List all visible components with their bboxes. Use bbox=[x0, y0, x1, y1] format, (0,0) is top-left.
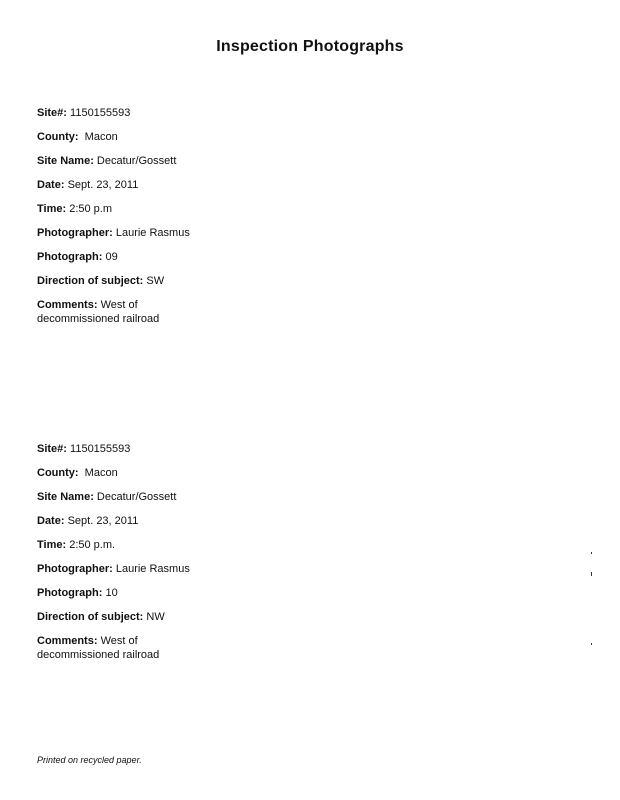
county-value: Macon bbox=[84, 467, 118, 479]
photographer-label: Photographer: bbox=[37, 563, 113, 575]
time-label: Time: bbox=[37, 203, 67, 215]
time-value: 2:50 p.m. bbox=[69, 539, 116, 551]
site-number-field bbox=[37, 106, 267, 130]
site-name-label: Site Name: bbox=[37, 491, 94, 503]
site-number-label: Site#: bbox=[37, 443, 67, 455]
time-value: 2:50 p.m bbox=[69, 203, 113, 215]
photograph-number-field bbox=[37, 250, 267, 274]
photograph-number-value: 09 bbox=[105, 251, 118, 263]
site-name-value: Decatur/Gossett bbox=[96, 491, 177, 503]
comments-label: Comments: bbox=[37, 635, 98, 647]
county-label: County: bbox=[37, 467, 79, 479]
photo-record bbox=[37, 106, 267, 326]
comments-field bbox=[37, 298, 187, 326]
site-number-value: 1150155593 bbox=[70, 107, 131, 119]
photographer-field bbox=[37, 226, 267, 250]
footer-note: Printed on recycled paper. bbox=[37, 755, 142, 765]
direction-field bbox=[37, 274, 267, 298]
time-field bbox=[37, 202, 267, 226]
site-number-value: 1150155593 bbox=[70, 443, 131, 455]
photograph-number-label: Photograph: bbox=[37, 587, 103, 599]
photograph-number-field bbox=[37, 586, 267, 610]
comments-value: West of decommissioned railroad bbox=[37, 299, 160, 325]
date-label: Date: bbox=[37, 515, 65, 527]
comments-field bbox=[37, 634, 187, 662]
direction-label: Direction of subject: bbox=[37, 611, 144, 623]
site-name-field bbox=[37, 154, 267, 178]
photo-record bbox=[37, 442, 267, 662]
site-name-field bbox=[37, 490, 267, 514]
county-label: County: bbox=[37, 131, 79, 143]
county-field bbox=[37, 466, 267, 490]
page-title: Inspection Photographs bbox=[216, 38, 404, 55]
direction-value: SW bbox=[146, 275, 165, 287]
photograph-number-value: 10 bbox=[105, 587, 118, 599]
comments-label: Comments: bbox=[37, 299, 98, 311]
site-name-value: Decatur/Gossett bbox=[96, 155, 177, 167]
photograph-number-label: Photograph: bbox=[37, 251, 103, 263]
photographer-value: Laurie Rasmus bbox=[115, 563, 190, 575]
site-number-label: Site#: bbox=[37, 107, 67, 119]
scan-speck bbox=[591, 572, 592, 576]
photographer-label: Photographer: bbox=[37, 227, 113, 239]
date-field bbox=[37, 514, 267, 538]
photographer-field bbox=[37, 562, 267, 586]
county-value: Macon bbox=[84, 131, 118, 143]
date-label: Date: bbox=[37, 179, 65, 191]
direction-value: NW bbox=[146, 611, 165, 623]
date-value: Sept. 23, 2011 bbox=[67, 179, 139, 191]
date-value: Sept. 23, 2011 bbox=[67, 515, 139, 527]
site-number-field bbox=[37, 442, 267, 466]
time-field bbox=[37, 538, 267, 562]
site-name-label: Site Name: bbox=[37, 155, 94, 167]
county-field bbox=[37, 130, 267, 154]
time-label: Time: bbox=[37, 539, 67, 551]
direction-label: Direction of subject: bbox=[37, 275, 144, 287]
scan-speck bbox=[591, 552, 592, 554]
scan-speck bbox=[591, 643, 592, 645]
date-field bbox=[37, 178, 267, 202]
direction-field bbox=[37, 610, 267, 634]
comments-value: West of decommissioned railroad bbox=[37, 635, 160, 661]
photographer-value: Laurie Rasmus bbox=[115, 227, 190, 239]
